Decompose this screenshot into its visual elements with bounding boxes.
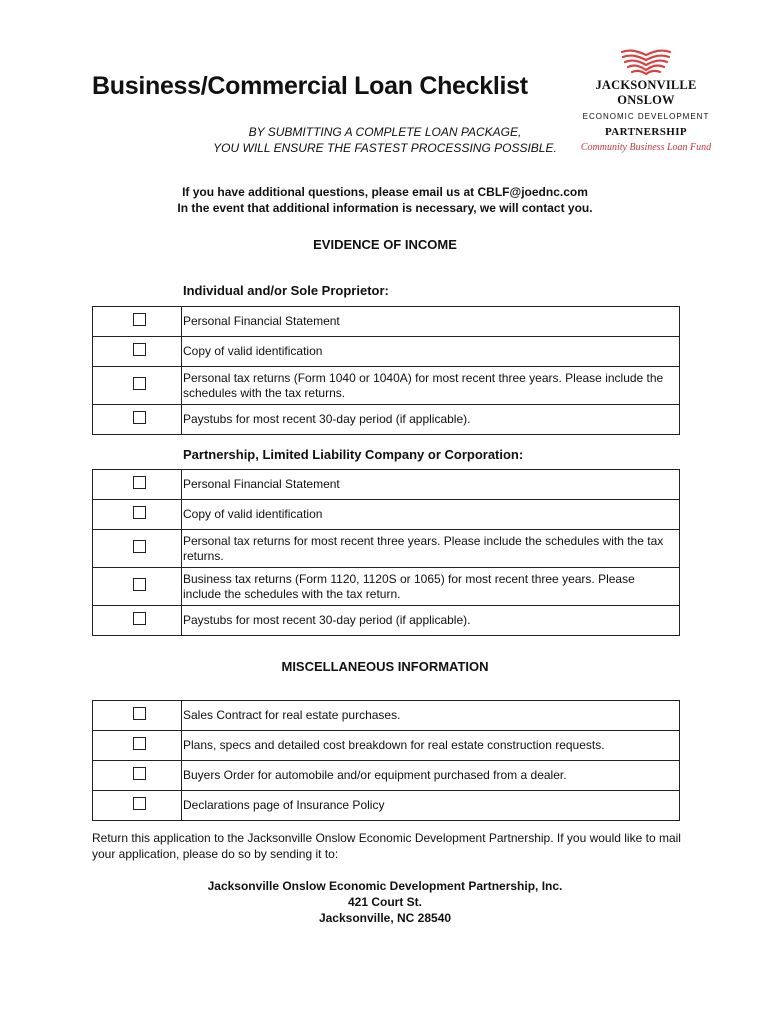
- checkbox[interactable]: [133, 313, 146, 326]
- checkbox[interactable]: [133, 737, 146, 750]
- contact-info: [0, 184, 770, 216]
- contact-line-1: If you have additional questions, please email us at CBLF@joednc.com: [182, 185, 588, 199]
- checklist-item-text: Paystubs for most recent 30-day period (if applicable).: [182, 606, 680, 636]
- checkbox[interactable]: [133, 343, 146, 356]
- checkbox[interactable]: [133, 612, 146, 625]
- checkbox[interactable]: [133, 797, 146, 810]
- checklist-row: [93, 761, 680, 791]
- checkbox[interactable]: [133, 540, 146, 553]
- checklist-item-text: Buyers Order for automobile and/or equipment purchased from a dealer.: [182, 761, 680, 791]
- checkbox[interactable]: [133, 707, 146, 720]
- checklist-item-text: Personal tax returns for most recent three years. Please include the schedules with the tax returns.: [182, 530, 680, 568]
- return-instructions: Return this application to the Jacksonville Onslow Economic Development Partnership. If you would like to mail your application, please do so by sending it to:: [92, 831, 681, 861]
- checklist-item-text: Personal Financial Statement: [182, 470, 680, 500]
- checklist-row: [93, 791, 680, 821]
- address-line-2: 421 Court St.: [347, 895, 422, 909]
- mailing-address: [0, 878, 770, 926]
- individual-checklist: [92, 306, 680, 435]
- checklist-item-text: Personal Financial Statement: [182, 307, 680, 337]
- checklist-row: [93, 470, 680, 500]
- income-section-heading: EVIDENCE OF INCOME: [313, 237, 457, 252]
- checklist-row: [93, 500, 680, 530]
- checklist-item-text: Business tax returns (Form 1120, 1120S or 1065) for most recent three years. Please include the schedules with the tax return.: [182, 568, 680, 606]
- contact-line-2: In the event that additional information is necessary, we will contact you.: [177, 201, 593, 215]
- individual-group-heading: Individual and/or Sole Proprietor:: [183, 283, 389, 298]
- checklist-row: [93, 731, 680, 761]
- checklist-item-text: Copy of valid identification: [182, 337, 680, 367]
- checklist-row: [93, 337, 680, 367]
- misc-checklist: [92, 700, 680, 821]
- address-line-3: Jacksonville, NC 28540: [318, 911, 452, 925]
- partnership-group-heading: Partnership, Limited Liability Company or Corporation:: [183, 447, 524, 462]
- logo-line-3: PARTNERSHIP: [604, 126, 688, 138]
- checklist-item-text: Sales Contract for real estate purchases.: [182, 701, 680, 731]
- logo-tagline: Community Business Loan Fund: [580, 142, 712, 153]
- checkbox[interactable]: [133, 411, 146, 424]
- subtitle-line-1: BY SUBMITTING A COMPLETE LOAN PACKAGE,: [248, 125, 522, 139]
- checklist-item-text: Personal tax returns (Form 1040 or 1040A) for most recent three years. Please include the schedules with the tax returns.: [182, 367, 680, 405]
- checklist-row: [93, 405, 680, 435]
- address-line-1: Jacksonville Onslow Economic Development Partnership, Inc.: [207, 879, 563, 893]
- checklist-item-text: Plans, specs and detailed cost breakdown for real estate construction requests.: [182, 731, 680, 761]
- misc-section-heading: MISCELLANEOUS INFORMATION: [281, 659, 489, 674]
- logo-line-1: JACKSONVILLE ONSLOW: [595, 78, 697, 107]
- subtitle: [0, 124, 770, 156]
- checklist-row: [93, 530, 680, 568]
- checklist-row: [93, 568, 680, 606]
- checklist-item-text: Declarations page of Insurance Policy: [182, 791, 680, 821]
- checklist-row: [93, 307, 680, 337]
- checklist-row: [93, 701, 680, 731]
- checklist-item-text: Copy of valid identification: [182, 500, 680, 530]
- logo-line-2: ECONOMIC DEVELOPMENT: [582, 112, 710, 121]
- checkbox[interactable]: [133, 767, 146, 780]
- checklist-row: [93, 367, 680, 405]
- checkbox[interactable]: [133, 506, 146, 519]
- checklist-item-text: Paystubs for most recent 30-day period (if applicable).: [182, 405, 680, 435]
- wings-icon: [618, 46, 674, 76]
- partnership-checklist: [92, 469, 680, 636]
- checklist-row: [93, 606, 680, 636]
- checkbox[interactable]: [133, 578, 146, 591]
- subtitle-line-2: YOU WILL ENSURE THE FASTEST PROCESSING POSSIBLE.: [213, 141, 557, 155]
- checkbox[interactable]: [133, 476, 146, 489]
- checkbox[interactable]: [133, 377, 146, 390]
- page-title: Business/Commercial Loan Checklist: [92, 72, 528, 100]
